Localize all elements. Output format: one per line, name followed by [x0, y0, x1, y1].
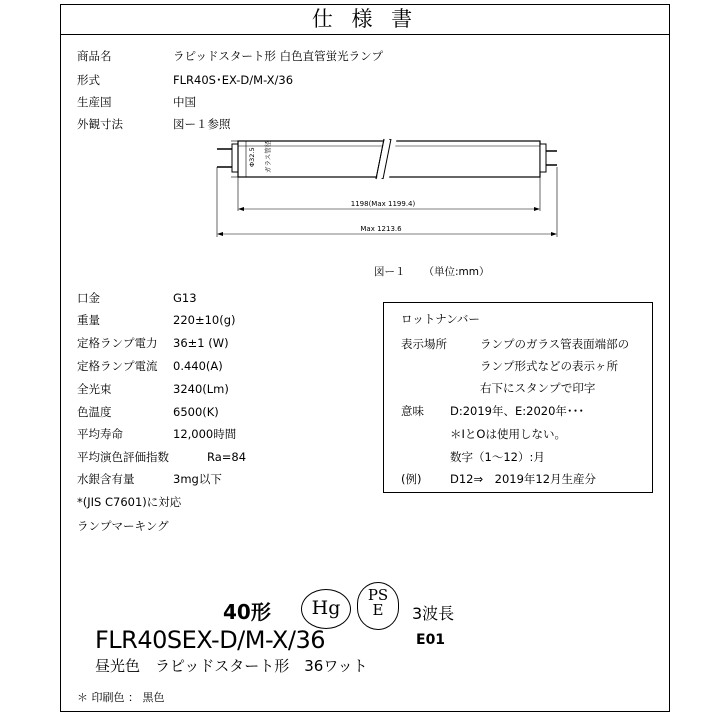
- lot-meaning-line-3: 数字（1～12）:月: [450, 450, 545, 464]
- spec-value-current: 0.440(A): [173, 359, 223, 373]
- lot-example-label: (例): [401, 472, 422, 486]
- spec-value-country: 中国: [173, 95, 196, 109]
- spec-value-life: 12,000時間: [173, 427, 237, 441]
- lot-place-line-3: 右下にスタンプで印字: [480, 381, 596, 395]
- marking-code: E01: [416, 632, 446, 648]
- marking-heading: ランプマーキング: [77, 519, 169, 533]
- spec-value-dimensions: 図ー１参照: [173, 117, 231, 131]
- spec-label-life: 平均寿命: [77, 427, 123, 441]
- pse-mark-top: PS: [367, 586, 389, 604]
- lot-meaning-label: 意味: [401, 404, 424, 418]
- lot-number-box: [383, 302, 653, 493]
- spec-label-luminous-flux: 全光束: [77, 382, 112, 396]
- lot-place-line-1: ランプのガラス管表面端部の: [480, 337, 630, 351]
- glass-diameter-label: ガラス管径: [264, 140, 272, 173]
- marking-wave: 3波長: [412, 604, 455, 623]
- length-label: 1198(Max 1199.4): [350, 200, 416, 208]
- spec-value-product-name: ラピッドスタート形 白色直管蛍光ランプ: [173, 49, 384, 63]
- spec-value-cri: Ra=84: [207, 450, 247, 464]
- marking-size: 40形: [223, 600, 271, 624]
- spec-label-base: 口金: [77, 291, 100, 305]
- spec-label-power: 定格ランプ電力: [77, 336, 158, 350]
- spec-label-model: 形式: [77, 73, 100, 87]
- marking-model: FLR40SEX-D/M-X/36: [95, 626, 325, 654]
- jis-note: *(JIS C7601)に対応: [77, 495, 182, 509]
- sheet-title: 仕 様 書: [61, 5, 669, 35]
- spec-label-product-name: 商品名: [77, 49, 112, 63]
- spec-label-color-temperature: 色温度: [77, 405, 112, 419]
- spec-sheet: [60, 4, 670, 712]
- spec-value-model: FLR40S･EX-D/M-X/36: [173, 73, 294, 87]
- spec-value-power: 36±1 (W): [173, 336, 229, 350]
- diameter-label: Φ32.5: [248, 147, 256, 167]
- pse-mark-bottom: E: [372, 601, 384, 619]
- lot-meaning-line-2: ＊IとOは使用しない。: [450, 427, 566, 441]
- spec-value-luminous-flux: 3240(Lm): [173, 382, 229, 396]
- spec-value-mercury: 3mg以下: [173, 472, 222, 486]
- print-color-note: ＊ 印刷色 ： 黒色: [77, 691, 165, 704]
- spec-label-weight: 重量: [77, 313, 100, 327]
- lot-example-text: D12⇒ 2019年12月生産分: [450, 472, 597, 486]
- max-length-label: Max 1213.6: [360, 225, 402, 233]
- lot-place-line-2: ランプ形式などの表示ヶ所: [480, 359, 618, 373]
- hg-mark: Hg: [301, 589, 351, 629]
- spec-label-current: 定格ランプ電流: [77, 359, 158, 373]
- spec-value-weight: 220±10(g): [173, 313, 236, 327]
- lot-meaning-line-1: D:2019年、E:2020年･･･: [450, 404, 585, 418]
- spec-value-base: G13: [173, 291, 197, 305]
- spec-label-dimensions: 外観寸法: [77, 117, 123, 131]
- figure-caption: [374, 264, 490, 279]
- spec-label-mercury: 水銀含有量: [77, 472, 135, 486]
- lot-title: ロットナンバー: [401, 312, 480, 326]
- spec-value-color-temperature: 6500(K): [173, 405, 219, 419]
- figure-unit: （単位:mm）: [423, 266, 490, 278]
- spec-label-cri: 平均演色評価指数: [77, 450, 169, 464]
- figure-caption-label: 図ー１: [374, 266, 406, 278]
- spec-label-country: 生産国: [77, 95, 112, 109]
- lamp-diagram: [171, 137, 571, 249]
- marking-description: 昼光色 ラピッドスタート形 36ワット: [95, 657, 368, 675]
- lot-place-label: 表示場所: [401, 337, 447, 351]
- pse-mark: [357, 582, 399, 630]
